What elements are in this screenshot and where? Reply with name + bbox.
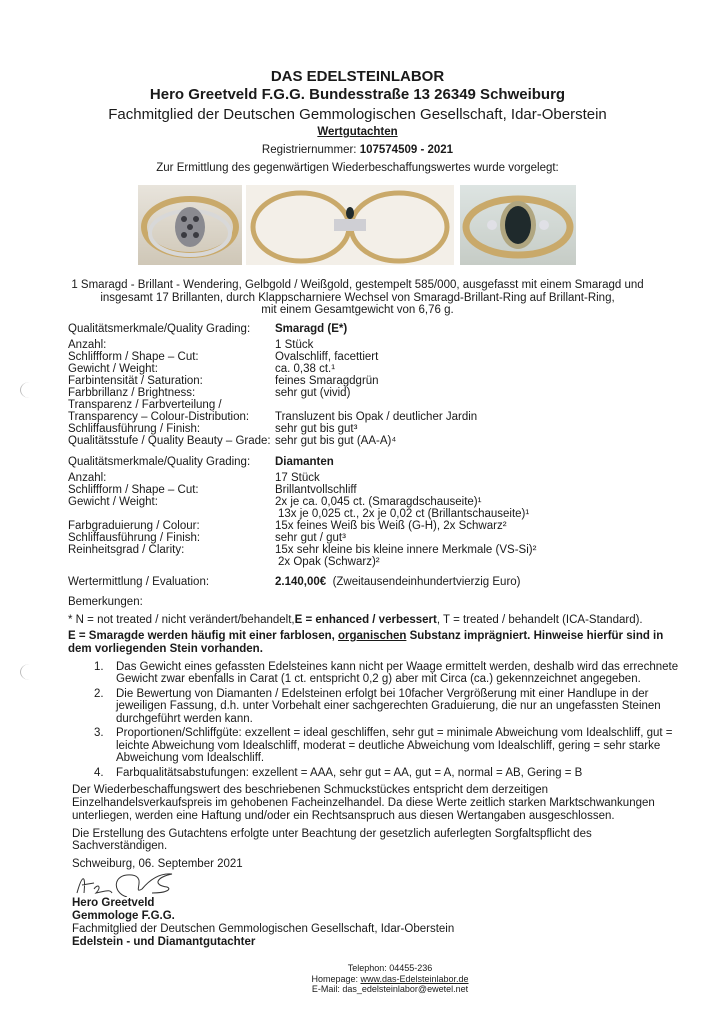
emerald-property-row (68, 351, 378, 363)
property-label: Schliffform / Shape – Cut: (68, 484, 199, 496)
emerald-property-row (68, 387, 350, 399)
grading-value: Diamanten (275, 456, 334, 468)
footnote-number: 4. (94, 766, 104, 779)
footnote-item (94, 688, 683, 725)
footnote-list (94, 661, 683, 779)
footnote-item (94, 661, 683, 686)
legend-enhanced: E = enhanced / verbessert (294, 614, 437, 626)
property-value: 2x je ca. 0,045 ct. (Smaragdschauseite)¹ (275, 496, 482, 508)
document-title: Wertgutachten (317, 126, 398, 138)
registration-number: 107574509 - 2021 (359, 144, 454, 156)
property-value: 13x je 0,025 ct., 2x je 0,02 ct (Brillantschauseite)¹ (278, 508, 530, 520)
property-value: sehr gut / gut³ (275, 532, 346, 544)
footnote-number: 3. (94, 727, 104, 740)
property-value: Brillantvollschliff (275, 484, 357, 496)
registration (0, 144, 715, 156)
property-label: Farbbrillanz / Brightness: (68, 387, 196, 399)
legend-part: , T = treated / behandelt (ICA-Standard). (436, 614, 643, 626)
property-label: Gewicht / Weight: (68, 363, 158, 375)
note-underlined: organischen (338, 630, 407, 642)
property-label: Anzahl: (68, 472, 107, 484)
diamonds-property-row (68, 544, 536, 556)
lab-name: DAS EDELSTEINLABOR (270, 68, 445, 85)
remarks-title: Bemerkungen: (68, 596, 143, 608)
emerald-property-row (68, 435, 396, 447)
note-part: Substanz imprägniert. Hinweise hierfür sind in dem vorliegenden Stein vorhanden. (68, 630, 664, 655)
property-value: Ovalschliff, facettiert (275, 351, 379, 363)
footnote-item (94, 727, 683, 764)
property-value: sehr gut bis gut³ (275, 423, 358, 435)
property-label: Schliffausführung / Finish: (68, 532, 201, 544)
property-label: Gewicht / Weight: (68, 496, 158, 508)
note-part: E = Smaragde werden häufig mit einer farblosen, (68, 630, 339, 642)
evaluation-row (68, 576, 521, 588)
contact-phone: Telephon: 04455-236 (347, 963, 433, 974)
punch-hole-mark (20, 382, 39, 398)
emerald-property-row (68, 399, 275, 411)
emerald-property-row (68, 363, 335, 375)
lab-address: Hero Greetveld F.G.G. Bundesstraße 13 26349 Schweiburg (149, 86, 566, 103)
property-label (68, 556, 275, 568)
grading-value: Smaragd (E*) (275, 323, 348, 335)
legend-part: * N = not treated / nicht verändert/behandelt, (68, 614, 295, 626)
footnote-text: Das Gewicht eines gefassten Edelsteines kann nicht per Waage ermittelt werden, deshalb wird das errechnete Gewicht zwar ebenfalls in Carat (1 ct. entspricht 0,2 g) aber mit Circa (ca.) gekennzeichnet angegeben. (116, 661, 679, 686)
diamonds-property-row (68, 508, 529, 520)
treatment-legend (68, 614, 643, 626)
registration-label: Registriernummer: (261, 144, 360, 156)
property-label (68, 508, 275, 520)
diamonds-property-row (68, 472, 320, 484)
emerald-grading-row (68, 323, 347, 335)
diamonds-property-row (68, 532, 346, 544)
enhancement-note (68, 630, 683, 656)
evaluation-label: Wertermittlung / Evaluation: (68, 576, 210, 588)
property-value: sehr gut bis gut (AA-A)⁴ (275, 435, 397, 447)
signer-title: Gemmologe F.G.G. (72, 910, 175, 923)
signer-role: Edelstein - und Diamantgutachter (72, 936, 256, 949)
homepage-label: Homepage: (311, 973, 361, 984)
emerald-property-row (68, 375, 379, 387)
diamonds-property-row (68, 496, 481, 508)
place-date: Schweiburg, 06. September 2021 (72, 858, 243, 871)
emerald-property-row (68, 411, 477, 423)
lab-membership: Fachmitglied der Deutschen Gemmologischen Gesellschaft, Idar-Oberstein (108, 106, 607, 123)
property-value: 15x feines Weiß bis Weiß (G-H), 2x Schwarz² (275, 520, 507, 532)
contact-email: E-Mail: das_edelsteinlabor@ewetel.net (311, 984, 469, 995)
property-label: Qualitätsstufe / Quality Beauty – Grade: (68, 435, 271, 447)
grading-label: Qualitätsmerkmale/Quality Grading: (68, 323, 251, 335)
diligence-statement: Die Erstellung des Gutachtens erfolgte unter Beachtung der gesetzlich auferlegten Sorgfaltspflicht des Sachverständigen. (72, 827, 592, 853)
property-value: 15x sehr kleine bis kleine innere Merkmale (VS-Si)² (275, 544, 537, 556)
ring-photo-emerald-side (138, 185, 242, 265)
footnote-text: Die Bewertung von Diamanten / Edelsteinen erfolgt bei 10facher Vergrößerung mit einer Handlupe in der jeweiligen Fassung, d.h. unter Vorbehalt einer sachgerechten Graduierung, die nur an ungefassten Steinen durchgeführt werden kann. (116, 688, 661, 725)
property-label: Transparency – Colour-Distribution: (68, 411, 250, 423)
handwritten-signature (72, 871, 182, 897)
emerald-property-row (68, 423, 357, 435)
property-label: Transparenz / Farbverteilung / (68, 399, 222, 411)
footnote-number: 2. (94, 688, 104, 701)
diamonds-property-row (68, 556, 380, 568)
description-line: insgesamt 17 Brillanten, durch Klappscharniere Wechsel von Smaragd-Brillant-Ring auf Brillant-Ring, (100, 291, 615, 304)
property-label: Reinheitsgrad / Clarity: (68, 544, 185, 556)
property-label: Anzahl: (68, 339, 107, 351)
value-disclaimer: Der Wiederbeschaffungswert des beschriebenen Schmuckstückes entspricht dem derzeitigen Einzelhandelsverkaufspreis im gehobenen Facheinzelhandel. Da diese Werte zeitlich starken Marktschwankungen unterliegen, werden eine Haftung und/oder ein Rechtsanspruch aus diesen Wertangaben ausgeschlossen. (72, 784, 655, 822)
diamonds-property-row (68, 520, 507, 532)
punch-hole-mark (20, 664, 39, 680)
lower-section (68, 661, 683, 995)
property-value: ca. 0,38 ct.¹ (275, 363, 336, 375)
footnote-item (94, 767, 683, 779)
signer-membership: Fachmitglied der Deutschen Gemmologischen Gesellschaft, Idar-Oberstein (72, 923, 455, 936)
description-line: mit einem Gesamtgewicht von 6,76 g. (261, 304, 454, 317)
homepage-link[interactable]: www.das-Edelsteinlabor.de (360, 973, 469, 984)
property-value: 17 Stück (275, 472, 320, 484)
property-label: Farbintensität / Saturation: (68, 375, 203, 387)
intro-text: Zur Ermittlung des gegenwärtigen Wiederbeschaffungswertes wurde vorgelegt: (156, 162, 559, 174)
property-value: 1 Stück (275, 339, 314, 351)
signer-name: Hero Greetveld (72, 897, 155, 910)
footnote-text: Farbqualitätsabstufungen: exzellent = AAA, sehr gut = AA, gut = A, normal = AB, Gering = B (116, 766, 583, 779)
ring-photo-opened (246, 185, 454, 265)
evaluation-amount-words: (Zweitausendeinhundertvierzig Euro) (332, 576, 521, 588)
emerald-property-row (68, 339, 313, 351)
property-label: Farbgraduierung / Colour: (68, 520, 200, 532)
diamond-grading-row (68, 456, 334, 468)
item-description (0, 279, 715, 317)
diamonds-property-row (68, 484, 357, 496)
property-value: feines Smaragdgrün (275, 375, 379, 387)
evaluation-amount: 2.140,00€ (275, 576, 327, 588)
contact-block (280, 963, 500, 995)
footnote-number: 1. (94, 661, 104, 673)
property-value: Transluzent bis Opak / deutlicher Jardin (275, 411, 478, 423)
footnote-text: Proportionen/Schliffgüte: exzellent = ideal geschliffen, sehr gut = minimale Abweichung vom Idealschliff, gut = leichte Abweichung vom Idealschliff, moderat = deutliche Abweichung vom Idealschliff, gering = sehr starke Abweichung vom Idealschliff. (116, 727, 673, 765)
description-line: 1 Smaragd - Brillant - Wendering, Gelbgold / Weißgold, gestempelt 585/000, ausgefasst mit einem Smaragd und (71, 279, 644, 291)
ring-photo-diamond-side (460, 185, 576, 265)
property-value: sehr gut (vivid) (275, 387, 351, 399)
property-label: Schliffausführung / Finish: (68, 423, 201, 435)
property-value: 2x Opak (Schwarz)² (278, 556, 380, 568)
grading-label: Qualitätsmerkmale/Quality Grading: (68, 456, 251, 468)
property-label: Schliffform / Shape – Cut: (68, 351, 199, 363)
